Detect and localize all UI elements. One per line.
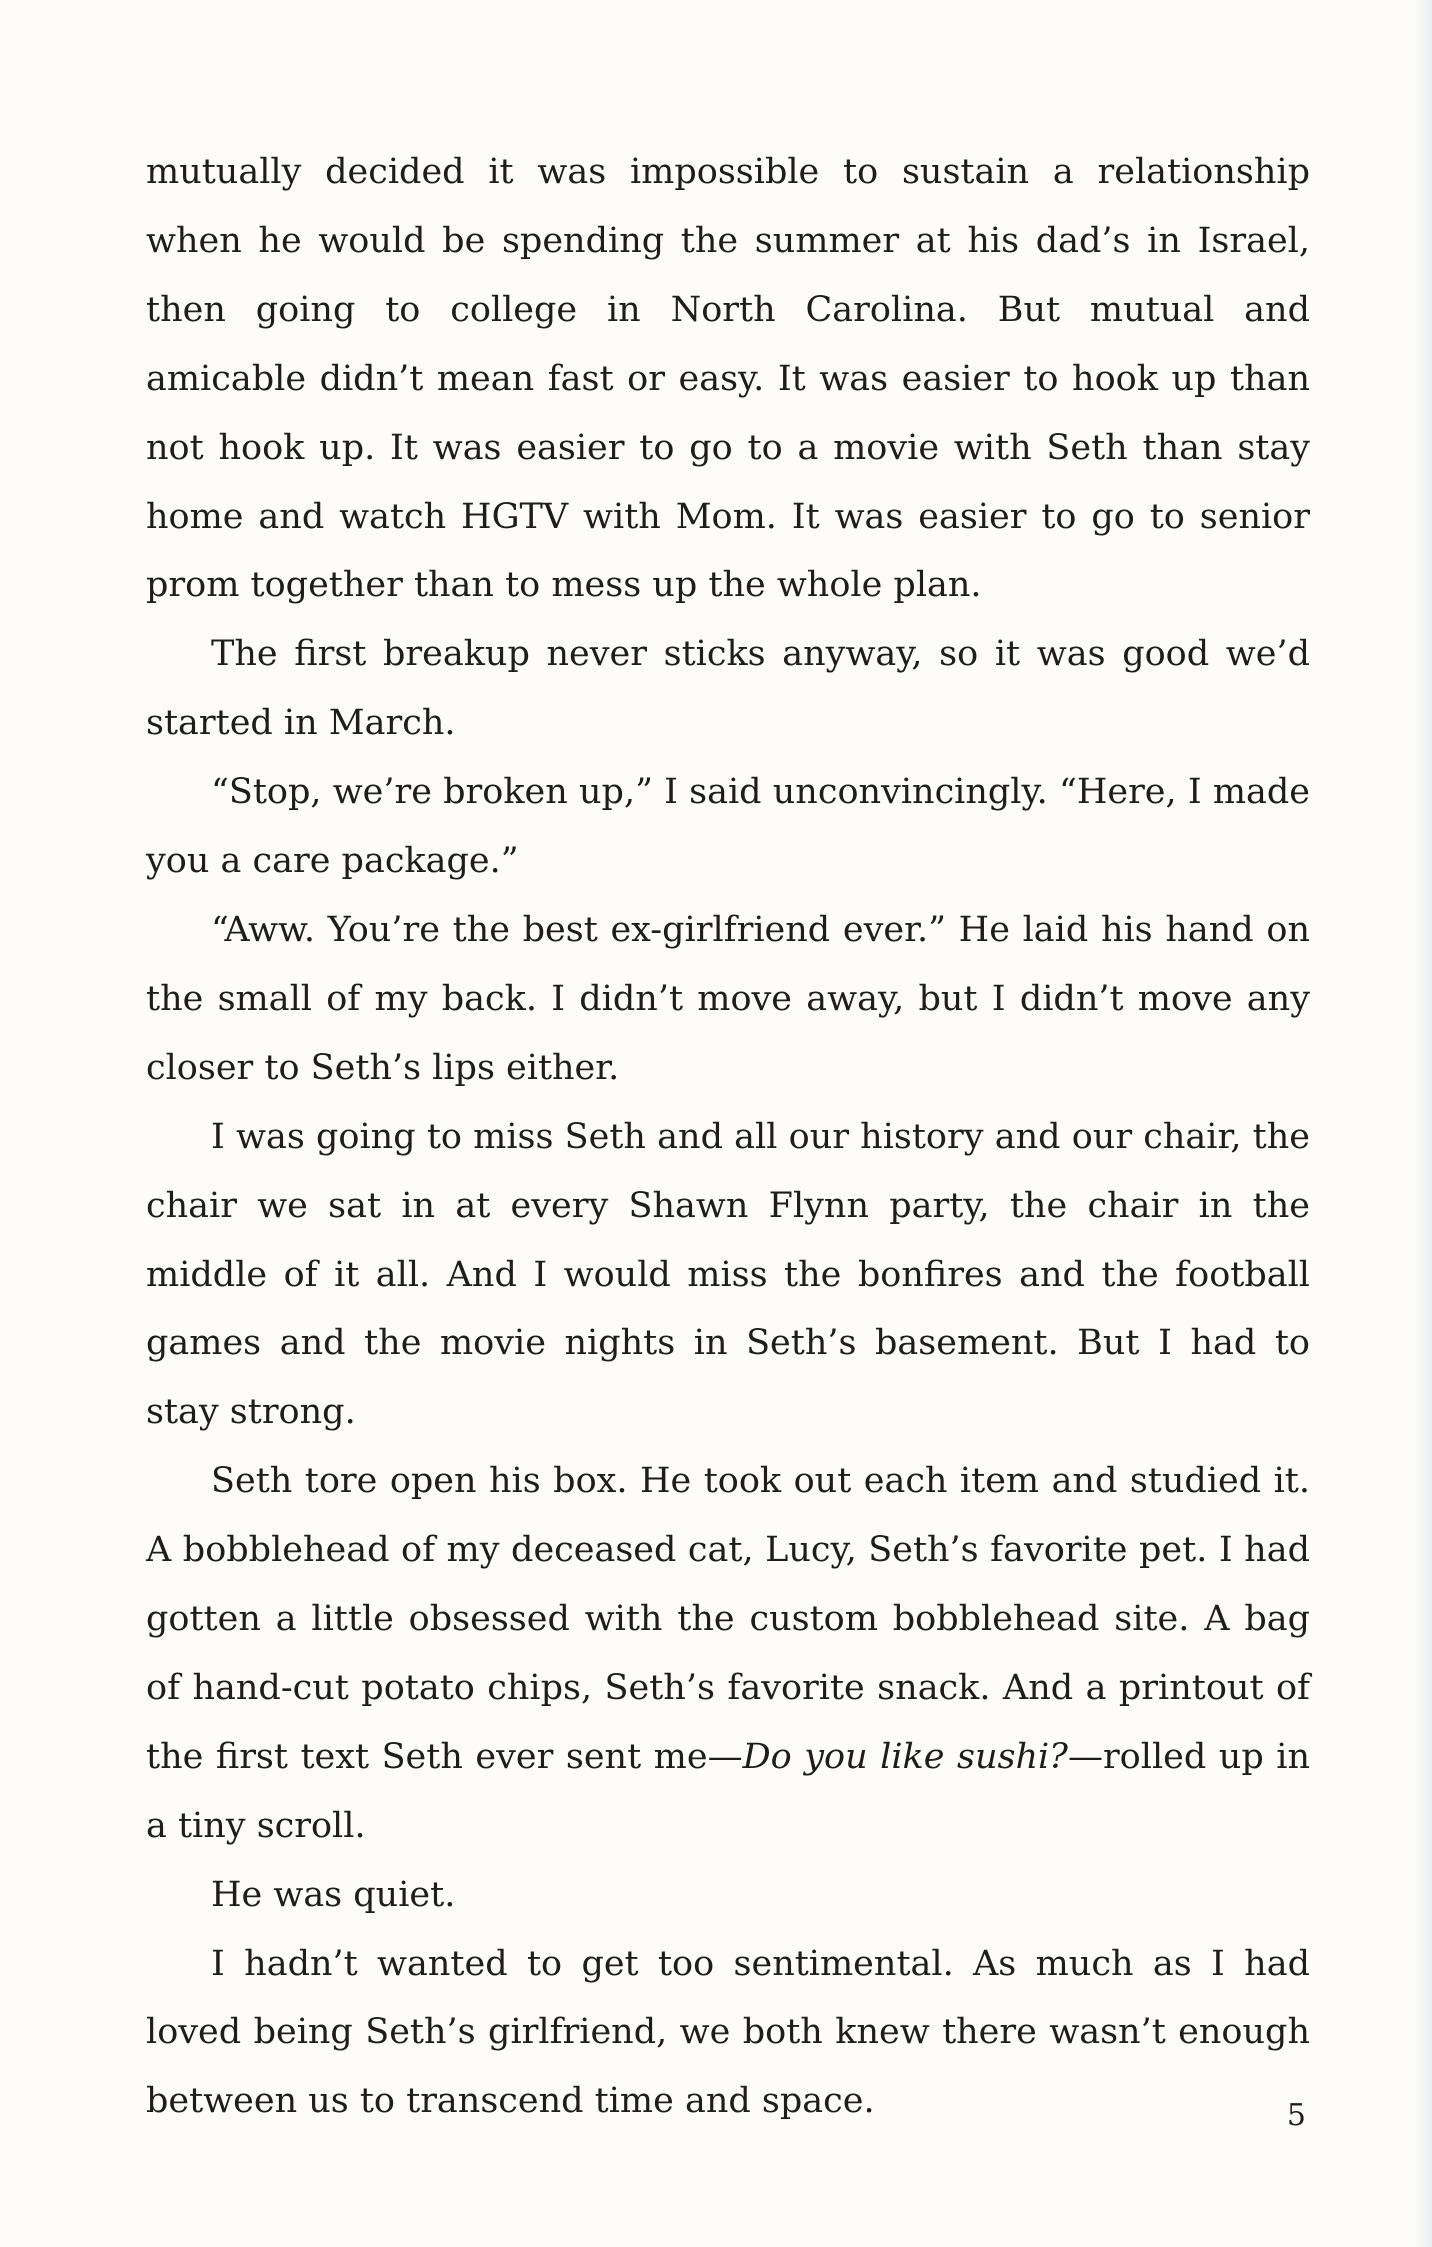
page-number: 5: [1286, 2098, 1306, 2133]
page-body: [146, 138, 1310, 2122]
paragraph: “Stop, we’re broken up,” I said unconvincingly. “Here, I made you a care package.”: [146, 772, 1310, 882]
paragraph: The first breakup never sticks anyway, so it was good we’d started in March.: [146, 634, 1310, 744]
paragraph-with-italic: [146, 1447, 1310, 1860]
paragraph: “Aww. You’re the best ex-girlfriend ever.” He laid his hand on the small of my back. I didn’t move away, but I didn’t move any closer to Seth’s lips either.: [146, 909, 1310, 1088]
paragraph-text: —rolled up in a tiny scroll.: [146, 1736, 1310, 1846]
italic-text: Do you like sushi?: [742, 1736, 1068, 1777]
paragraph: He was quiet.: [211, 1874, 456, 1915]
paragraph: mutually decided it was impossible to sustain a relationship when he would be spending the summer at his dad’s in Israel, then going to college in North Carolina. But mutual and amicable didn’t mean fast or easy. It was easier to hook up than not hook up. It was easier to go to a movie with Seth than stay home and watch HGTV with Mom. It was easier to go to senior prom together than to mess up the whole plan.: [146, 152, 1310, 606]
paragraph-text: Seth tore open his box. He took out each item and studied it. A bobblehead of my deceased cat, Lucy, Seth’s favorite pet. I had gotten a little obsessed with the custom bobblehead site. A bag of hand-cut potato chips, Seth’s favorite snack. And a printout of the first text Seth ever sent me—: [146, 1461, 1310, 1777]
paragraph: I was going to miss Seth and all our history and our chair, the chair we sat in at every Shawn Flynn party, the chair in the middle of it all. And I would miss the bonfires and the football games and the movie nights in Seth’s basement. But I had to stay strong.: [146, 1116, 1310, 1433]
page-edge-shadow: [1414, 0, 1432, 2247]
paragraph: I hadn’t wanted to get too sentimental. As much as I had loved being Seth’s girlfriend, we both knew there wasn’t enough between us to transcend time and space.: [146, 1943, 1310, 2122]
